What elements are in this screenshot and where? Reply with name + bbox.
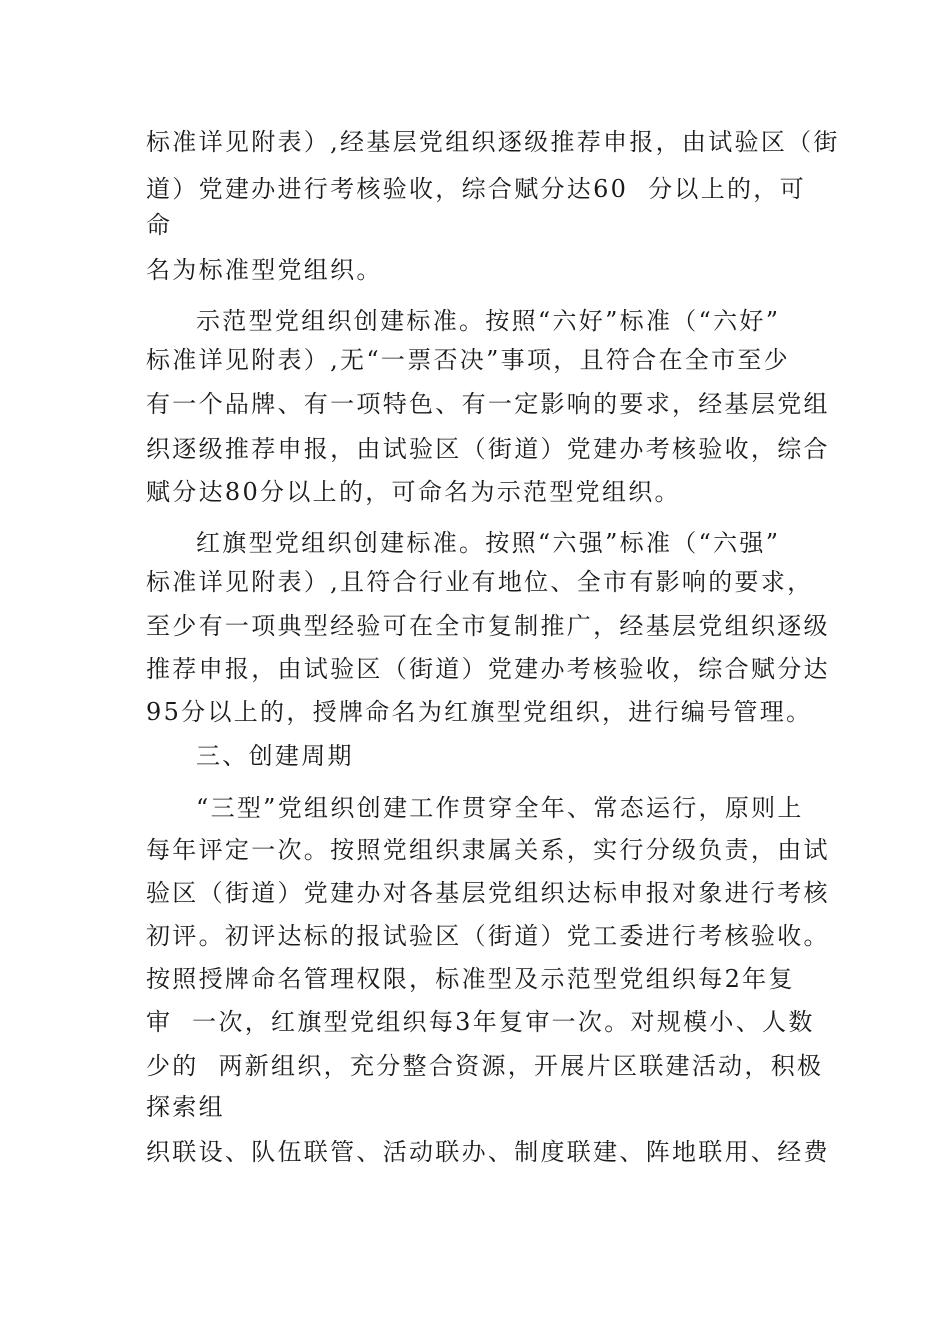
- text-line: 95分以上的，授牌命名为红旗型党组织，进行编号管理。: [146, 698, 813, 726]
- text-line: 标准详见附表）,且符合行业有地位、全市有影响的要求，: [146, 568, 814, 596]
- paragraph-start-line: 示范型党组织创建标准。按照“六好”标准（“六好”: [196, 307, 781, 335]
- text-line: 织联设、队伍联管、活动联办、制度联建、阵地联用、经费: [146, 1138, 830, 1166]
- section-heading: 三、创建周期: [196, 742, 354, 770]
- text-line: 少的 两新组织，充分整合资源，开展片区联建活动，积极: [146, 1052, 824, 1080]
- text-line: 推荐申报，由试验区（街道）党建办考核验收，综合赋分达: [146, 655, 830, 683]
- text-line: 名为标准型党组织。: [146, 256, 383, 284]
- text-line: 织逐级推荐申报，由试验区（街道）党建办考核验收，综合: [146, 435, 830, 463]
- text-line: 道）党建办进行考核验收，综合赋分达60 分以上的，可: [146, 175, 806, 203]
- text-line: 验区（街道）党建办对各基层党组织达标申报对象进行考核: [146, 879, 830, 907]
- text-line: 每年评定一次。按照党组织隶属关系，实行分级负责，由试: [146, 836, 830, 864]
- text-line: 有一个品牌、有一项特色、有一定影响的要求，经基层党组: [146, 390, 830, 418]
- text-line: 标准详见附表）,无“一票否决”事项，且符合在全市至少: [146, 346, 790, 374]
- text-line: 至少有一项典型经验可在全市复制推广，经基层党组织逐级: [146, 612, 830, 640]
- text-line: 标准详见附表）,经基层党组织逐级推荐申报，由试验区（街: [146, 128, 840, 156]
- text-line: 探索组: [146, 1093, 225, 1121]
- text-line: 初评。初评达标的报试验区（街道）党工委进行考核验收。: [146, 922, 830, 950]
- text-line: 赋分达80分以上的，可命名为示范型党组织。: [146, 478, 681, 506]
- paragraph-start-line: “三型”党组织创建工作贯穿全年、常态运行，原则上: [196, 794, 804, 822]
- text-line: 审 一次，红旗型党组织每3年复审一次。对规模小、人数: [146, 1008, 815, 1036]
- text-line: 命: [146, 211, 173, 239]
- text-line: 按照授牌命名管理权限，标准型及示范型党组织每2年复: [146, 965, 795, 993]
- paragraph-start-line: 红旗型党组织创建标准。按照“六强”标准（“六强”: [196, 529, 781, 557]
